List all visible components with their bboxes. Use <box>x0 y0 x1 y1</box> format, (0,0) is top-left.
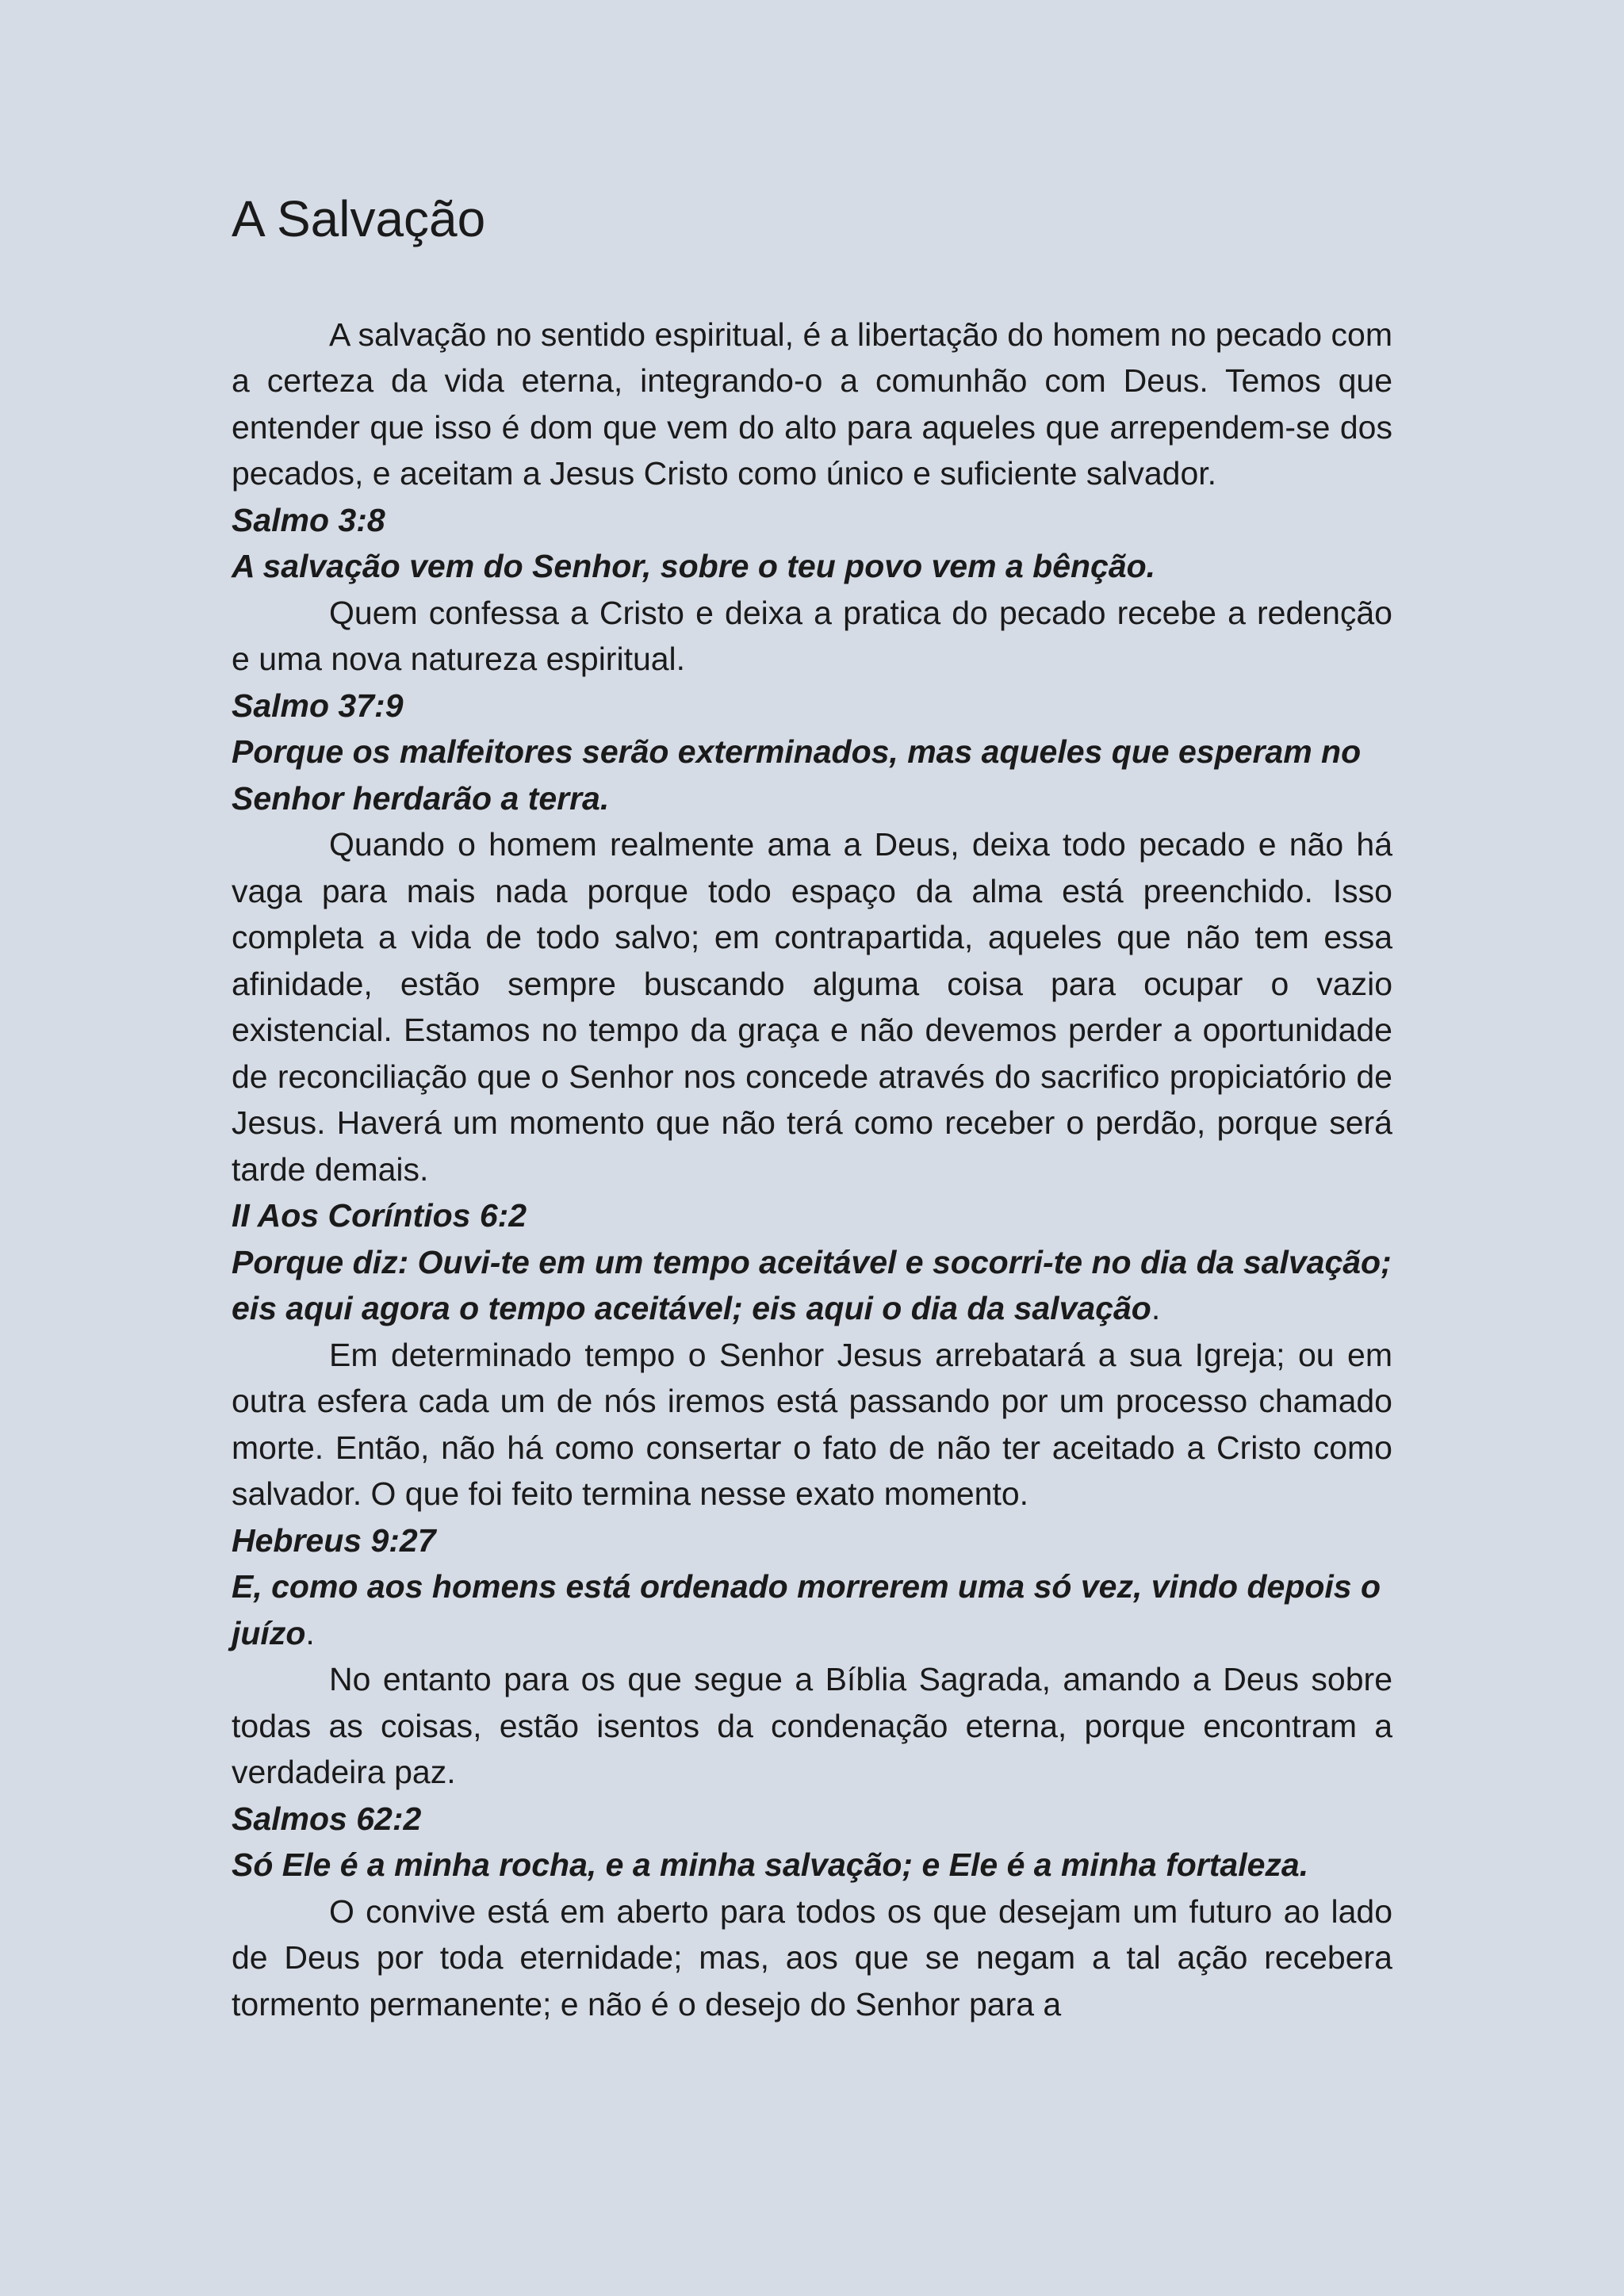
paragraph-4: Em determinado tempo o Senhor Jesus arrebatará a sua Igreja; ou em outra esfera cada um de nós iremos está passando por um processo chamado morte. Então, não há como consertar o fato de não ter aceitado a Cristo como salvador. O que foi feito termina nesse exato momento. <box>232 1336 1392 1513</box>
scripture-reference-4: Hebreus 9:27 <box>232 1521 436 1559</box>
scripture-reference-3: II Aos Coríntios 6:2 <box>232 1197 527 1234</box>
scripture-verse-5 <box>232 1842 1392 1888</box>
scripture-reference-5: Salmos 62:2 <box>232 1800 422 1837</box>
scripture-reference-1: Salmo 3:8 <box>232 501 385 538</box>
scripture-verse-1 <box>232 543 1392 590</box>
paragraph-3: Quando o homem realmente ama a Deus, deixa todo pecado e não há vaga para mais nada porque todo espaço da alma está preenchido. Isso completa a vida de todo salvo; em contrapartida, aqueles que não tem essa afinidade, estão sempre buscando alguma coisa para ocupar o vazio existencial. Estamos no tempo da graça e não devemos perder a oportunidade de reconciliação que o Senhor nos concede através do sacrifico propiciatório de Jesus. Haverá um momento que não terá como receber o perdão, porque será tarde demais. <box>232 826 1392 1188</box>
verse-text: E, como aos homens está ordenado morrerem uma só vez, vindo depois o juízo <box>232 1568 1381 1651</box>
verse-end: . <box>305 1614 315 1651</box>
verse-text: Porque os malfeitores serão exterminados, mas aqueles que esperam no Senhor herdarão a terra. <box>232 733 1362 817</box>
scripture-verse-2 <box>232 729 1392 821</box>
scripture-verse-4 <box>232 1563 1392 1656</box>
paragraph-2: Quem confessa a Cristo e deixa a pratica do pecado recebe a redenção e uma nova natureza espiritual. <box>232 594 1392 678</box>
scripture-verse-3 <box>232 1239 1392 1332</box>
verse-end: . <box>1151 1290 1161 1327</box>
paragraph-1: A salvação no sentido espiritual, é a libertação do homem no pecado com a certeza da vida eterna, integrando-o a comunhão com Deus. Temos que entender que isso é dom que vem do alto para aqueles que arrependem-se dos pecados, e aceitam a Jesus Cristo como único e suficiente salvador. <box>232 316 1392 492</box>
scripture-reference-2: Salmo 37:9 <box>232 687 404 724</box>
document-page <box>232 189 1392 2027</box>
verse-text: Porque diz: Ouvi-te em um tempo aceitável e socorri-te no dia da salvação; eis aqui agora o tempo aceitável; eis aqui o dia da salvação <box>232 1243 1392 1327</box>
paragraph-6: O convive está em aberto para todos os que desejam um futuro ao lado de Deus por toda eternidade; mas, aos que se negam a tal ação recebera tormento permanente; e não é o desejo do Senhor para a <box>232 1892 1392 2022</box>
paragraph-5: No entanto para os que segue a Bíblia Sagrada, amando a Deus sobre todas as coisas, estão isentos da condenação eterna, porque encontram a verdadeira paz. <box>232 1661 1392 1791</box>
verse-text: Só Ele é a minha rocha, e a minha salvação; e Ele é a minha fortaleza. <box>232 1846 1309 1884</box>
verse-text: A salvação vem do Senhor, sobre o teu povo vem a bênção. <box>232 548 1156 585</box>
page-title: A Salvação <box>232 190 486 247</box>
